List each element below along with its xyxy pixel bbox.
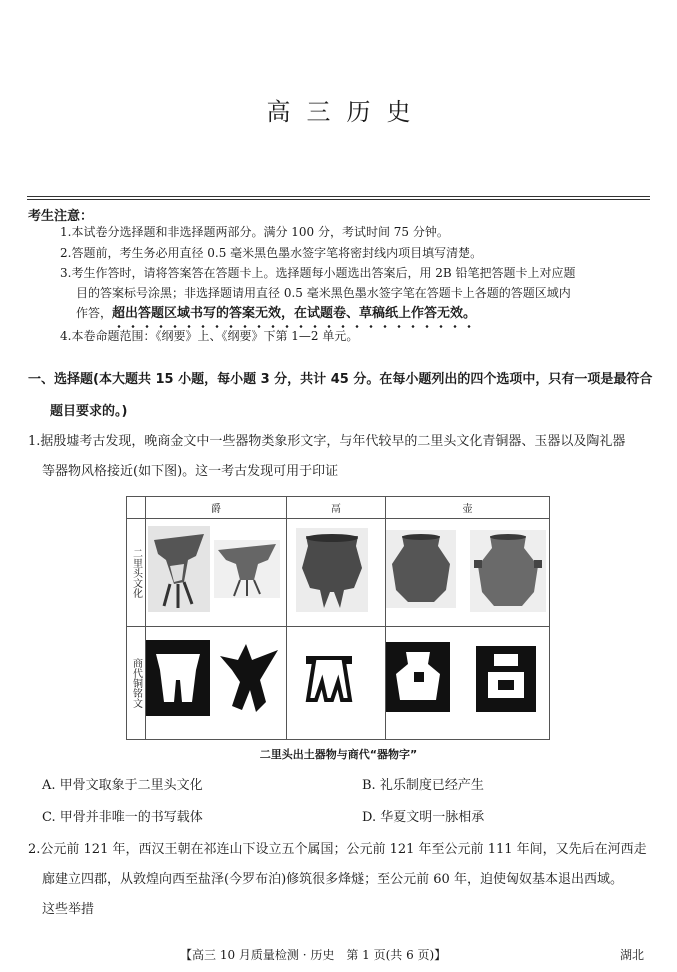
notice-item-4: 4.本卷命题范围：《纲要》上、《纲要》下第 1—2 单元。 [60, 329, 359, 343]
notice-warning: 超出答题区域书写的答案无效，在试题卷、草稿纸上作答无效。 [112, 306, 477, 321]
header-rule-bottom [27, 199, 650, 200]
figure-corner-cell [127, 497, 146, 519]
li-vessel-image [296, 528, 368, 612]
li-glyph [300, 648, 358, 708]
jue-vessel-image-2 [214, 540, 280, 598]
header-rule-top [27, 196, 650, 197]
footer-region: 湖北 [620, 948, 645, 962]
q2-stem-line2: 廊建立四郡，从敦煌向西至盐泽(今罗布泊)修筑很多烽燧；至公元前 60 年，迫使匈奴基本退出西域。 [42, 872, 623, 887]
col-header-li: 鬲 [287, 497, 386, 519]
q2-stem-line1: 2.公元前 121 年，西汉王朝在祁连山下设立五个属国；公元前 121 年至公元前 111 年间，又先后在河西走 [28, 842, 647, 857]
q1-stem-line1: 1.据殷墟考古发现，晚商金文中一些器物类象形文字，与年代较早的二里头文化青铜器、玉器以及陶礼器 [28, 434, 626, 449]
jue-glyph-1 [146, 640, 210, 716]
q1-option-a[interactable]: A. 甲骨文取象于二里头文化 [42, 778, 203, 793]
q1-option-b[interactable]: B. 礼乐制度已经产生 [362, 778, 484, 793]
jue-glyph-2 [216, 640, 282, 716]
q1-option-d[interactable]: D. 华夏文明一脉相承 [362, 810, 485, 825]
notice-item-3-cont: 目的答案标号涂黑；非选择题请用直径 0.5 毫米黑色墨水签字笔在答题卡上各题的答题区域内 [76, 286, 571, 300]
hu-vessel-image-2 [470, 530, 546, 612]
row-label-erlitou: 二里头文化 [127, 519, 146, 627]
notice-item-3: 3.考生作答时，请将答案答在答题卡上。选择题每小题选出答案后，用 2B 铅笔把答题卡上对应题 [60, 266, 576, 280]
footer-page-info: 【高三 10 月质量检测 · 历史 第 1 页(共 6 页)】 [180, 948, 447, 962]
hu-glyph-2 [476, 646, 536, 712]
row-label-shang: 商代铜铭文 [127, 627, 146, 740]
notice-item-3-end [76, 304, 476, 323]
figure-caption: 二里头出土器物与商代“器物字” [259, 748, 418, 761]
jue-vessel-image-1 [148, 526, 210, 612]
notice-item-1: 1.本试卷分选择题和非选择题两部分。满分 100 分，考试时间 75 分钟。 [60, 225, 449, 239]
section-heading: 一、选择题(本大题共 15 小题，每小题 3 分，共计 45 分。在每小题列出的四个选项中，只有一项是最符合 [28, 372, 653, 387]
notice-heading: 考生注意： [28, 209, 94, 224]
notice-item-2: 2.答题前，考生务必用直径 0.5 毫米黑色墨水签字笔将密封线内项目填写清楚。 [60, 246, 483, 260]
q1-option-c[interactable]: C. 甲骨并非唯一的书写载体 [42, 810, 203, 825]
section-heading-cont: 题目要求的。) [50, 404, 128, 419]
page-title: 高三历史 [266, 98, 427, 126]
col-header-jue: 爵 [146, 497, 287, 519]
q1-stem-line2: 等器物风格接近(如下图)。这一考古发现可用于印证 [42, 464, 339, 479]
notice-answer-text: 作答， [76, 306, 113, 320]
hu-glyph-1 [386, 642, 450, 712]
col-header-hu: 壶 [386, 497, 550, 519]
q2-stem-line3: 这些举措 [42, 902, 95, 917]
hu-vessel-image-1 [386, 530, 456, 608]
